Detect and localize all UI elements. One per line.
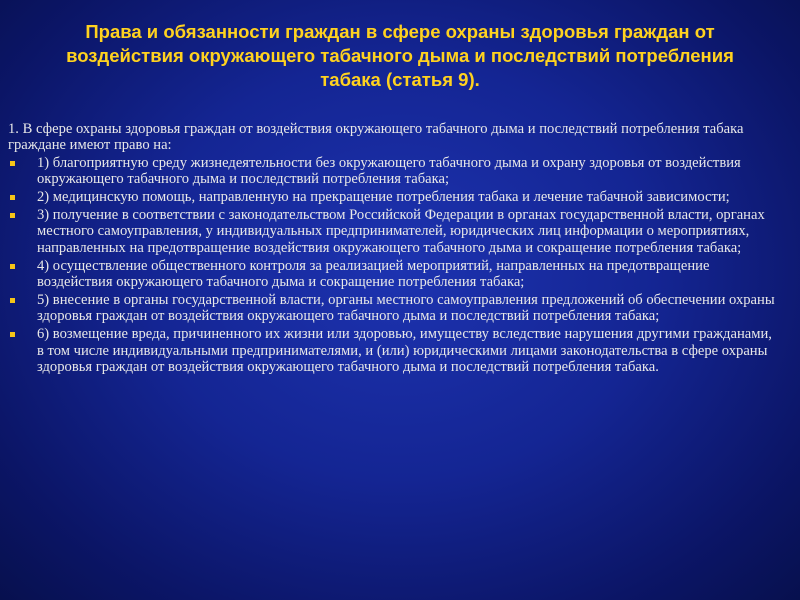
square-bullet-icon	[10, 332, 15, 337]
list-item-text: 4) осуществление общественного контроля за реализацией мероприятий, направленных на предотвращение воздействия окружающего табачного дыма и сокращение потребления табака;	[37, 257, 710, 291]
list-item-text: 6) возмещение вреда, причиненного их жизни или здоровью, имуществу вследствие нарушения другими гражданами, в том числе индивидуальными предпринимателями, и (или) юридическими лицами законодательства в сфере охраны здоровья граждан от воздействия окружающего табачного дыма и последствий потребления табака.	[37, 326, 772, 376]
intro-paragraph: 1. В сфере охраны здоровья граждан от воздействия окружающего табачного дыма и последствий потребления табака граждане имеют право на:	[8, 121, 744, 154]
rights-list	[8, 155, 778, 376]
list-item-text: 3) получение в соответствии с законодательством Российской Федерации в органах государственной власти, органах местного самоуправления, у индивидуальных предпринимателей, юридических лиц информации о мероприятиях, направленных на предотвращение воздействия окружающего табачного дыма и сокращение потребления табака;	[37, 207, 765, 256]
list-item	[8, 189, 778, 205]
list-item	[8, 258, 778, 291]
slide-body	[8, 121, 778, 377]
square-bullet-icon	[10, 213, 15, 218]
list-item	[8, 155, 778, 188]
square-bullet-icon	[10, 298, 15, 303]
square-bullet-icon	[10, 264, 15, 269]
list-item	[8, 326, 778, 375]
list-item	[8, 292, 778, 325]
slide-title: Права и обязанности граждан в сфере охраны здоровья граждан от воздействия окружающего табачного дыма и последствий потребления табака (статья 9).	[66, 21, 734, 90]
list-item-text: 1) благоприятную среду жизнедеятельности без окружающего табачного дыма и охрану здоровья от воздействия окружающего табачного дыма и последствий потребления табака;	[37, 154, 741, 188]
list-item	[8, 207, 778, 256]
square-bullet-icon	[10, 161, 15, 166]
list-item-text: 5) внесение в органы государственной власти, органы местного самоуправления предложений об обеспечении охраны здоровья граждан от воздействия окружающего табачного дыма и последствий потребления табака;	[37, 292, 775, 325]
list-item-text: 2) медицинскую помощь, направленную на прекращение потребления табака и лечение табачной зависимости;	[37, 189, 730, 206]
square-bullet-icon	[10, 195, 15, 200]
